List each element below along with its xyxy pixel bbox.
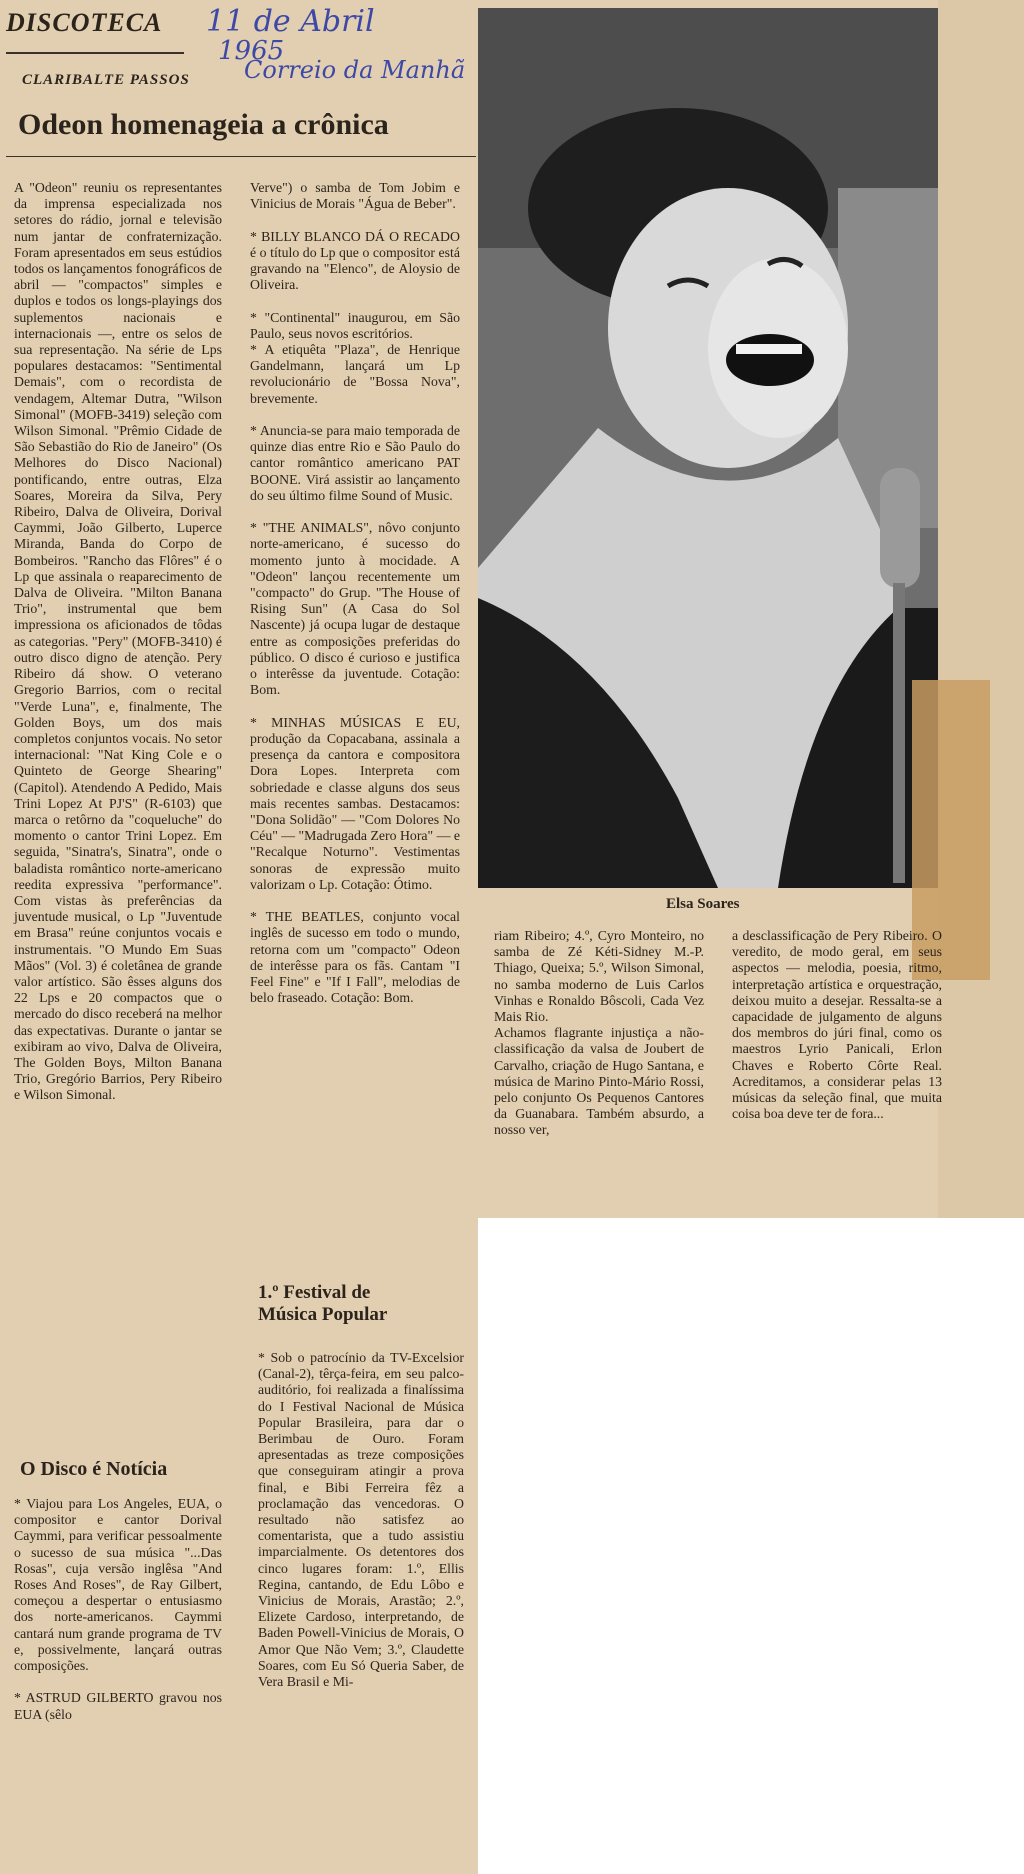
- author-byline: CLARIBALTE PASSOS: [22, 72, 190, 88]
- article-column-2-festival: * Sob o patrocínio da TV-Excelsior (Canal-2), têrça-feira, em seu palco-auditório, foi realizada a finalíssima do I Festival Nacional de Música Popular Brasileira, para dar o Berimbau de Ouro. Foram apresentadas as treze composições que conseguiram atingir a prova final, e Bibi Ferreira fêz a proclamação das vencedoras. O resultado não satisfez ao comentarista, que a tudo assistiu imparcialmente. Os detentores dos cinco lugares foram: 1.º, Ellis Regina, cantando, de Edu Lôbo e Vinicius de Morais, Arastão; 2.º, Elizete Cardoso, interpretando, de Baden Powell-Vinicius de Morais, O Amor Que Não Vem; 3.º, Claudette Soares, com Eu Só Queria Saber, de Vera Brasil e Mi-: [258, 1350, 464, 1690]
- article-column-4: a desclassificação de Pery Ribeiro. O veredito, de modo geral, em seus aspectos — melodia, poesia, ritmo, interpretação artística e orquestração, deixou muito a desejar. Ressalta-se a capacidade de julgamento de alguns dos membros do júri final, como os maestros Lyrio Panicali, Erlon Chaves e Roberto Côrte Real. Acreditamos, a considerar pelas 13 músicas da seleção final, que muita coisa boa deve ter de fora...: [732, 928, 942, 1122]
- photo-caption: Elsa Soares: [666, 896, 740, 912]
- article-column-1-notes: * Viajou para Los Angeles, EUA, o compositor e cantor Dorival Caymmi, para verificar pessoalmente o sucesso de sua música "...Das Rosas", cuja versão inglêsa "And Roses And Roses", de Ray Gilbert, começou a despertar o entusiasmo dos norte-americanos. Caymmi cantará num grande programa de TV e, possivelmente, lançará outras composições. * ASTRUD GILBERTO gravou nos EUA (sêlo: [14, 1496, 222, 1722]
- section-title: DISCOTECA: [6, 8, 163, 37]
- handwritten-date: 11 de Abril: [206, 4, 375, 39]
- subhead-festival: 1.º Festival de Música Popular: [258, 1282, 388, 1325]
- handwritten-source: Correio da Manhã: [244, 56, 466, 84]
- singer-photo: [478, 8, 938, 888]
- clipping-right-edge: [938, 0, 1024, 1218]
- article-column-2: Verve") o samba de Tom Jobim e Vinicius de Morais "Água de Beber". * BILLY BLANCO DÁ O RECADO é o título do Lp que o compositor está gravando na "Elenco", de Aloysio de Oliveira. * "Continental" inaugurou, em São Paulo, seus novos escritórios. * A etiquêta "Plaza", de Henrique Gandelmann, lançará um Lp revolucionário de "Bossa Nova", brevemente. * Anuncia-se para maio temporada de quinze dias entre Rio e São Paulo do cantor romântico americano PAT BOONE. Virá assistir ao lançamento do seu último filme Sound of Music. * "THE ANIMALS", nôvo conjunto norte-americano, é sucesso do momento junto à mocidade. A "Odeon" lançou recentemente um "compacto" do Grup. "The House of Rising Sun" (A Casa do Sol Nascente) já ocupa lugar de destaque entre as composições preferidas do público. O disco é curioso e justifica o interêsse da juventude. Cotação: Bom. * MINHAS MÚSICAS E EU, produção da Copacabana, assinala a presença da cantora e compositora Dora Lopes. Interpreta com sobriedade e classe alguns dos seus mais recentes sambas. Destacamos: "Dona Solidão" — "Com Dolores No Céu" — "Madrugada Zero Hora" — e "Recalque Noturno". Vestimentas sonoras de expressão muito valorizam o Lp. Cotação: Ótimo. * THE BEATLES, conjunto vocal inglês de sucesso em todo o mundo, retorna com um "compacto" Odeon de interêsse para os fãs. Cantam "I Feel Fine" e "If I Fall", melodias de belo fraseado. Cotação: Bom.: [250, 180, 460, 1006]
- handwritten-year: 1965: [218, 36, 285, 66]
- article-column-3: riam Ribeiro; 4.º, Cyro Monteiro, no samba de Zé Kéti-Sidney M.-P. Thiago, Queixa; 5.º, Wilson Simonal, no samba moderno de Luis Carlos Vinhas e Ronaldo Bôscoli, Cada Vez Mais Rio. Achamos flagrante injustiça a não-classificação da valsa de Joubert de Carvalho, criação de Hugo Santana, e música de Marino Pinto-Mário Rossi, pelo conjunto Os Pequenos Cantores da Guanabara. Também absurdo, a nosso ver,: [494, 928, 704, 1138]
- article-column-1: A "Odeon" reuniu os representantes da imprensa especializada nos setores do rádio, jornal e televisão num jantar de confraternização. Foram apresentados em seus estúdios todos os lançamentos fonográficos de abril — "compactos" simples e duplos e todos os longs-playings dos suplementos nacionais e internacionais —, entre os selos de sua representação. Na série de Lps populares destacamos: "Sentimental Demais", com o recordista de vendagem, Altemar Dutra, "Wilson Simonal" (MOFB-3419) seleção com Wilson Simonal. "Prêmio Cidade de São Sebastião do Rio de Janeiro" (Os Melhores do Disco Nacional) pontificando, entre outras, Elza Soares, Moreira da Silva, Pery Ribeiro, Dalva de Oliveira, Dorival Caymmi, João Gilberto, Luperce Miranda, Banda do Corpo de Bombeiros. "Rancho das Flôres" é o Lp que assinala o reaparecimento de Dalva de Oliveira. "Milton Banana Trio", instrumental que bem impressiona os aficionados de tôdas as categorias. "Pery" (MOFB-3410) é outro disco digno de atenção. Pery Ribeiro dá show. O veterano Gregorio Barrios, com o recital "Verde Luna", e, finalmente, The Golden Boys, um dos mais completos conjuntos vocais. No setor internacional: "Nat King Cole e o Quinteto de George Shearing" (Capitol). Atendendo A Pedido, Mais Trini Lopez At PJ'S" (R-6103) que marca o retôrno da "coqueluche" do momento o cantor Trini Lopez. Em seguida, "Sinatra's, Sinatra", onde o baladista romântico norte-americano reedita expressiva "performance". Com vistas às preferências da juventude musical, o Lp "Juventude em Brasa" reúne conjuntos vocais e instrumentais. "O Mundo Em Suas Mãos" (Vol. 3) é coletânea de grande valor artístico. São êsses alguns dos 22 Lps e 20 compactos que o mercado do disco receberá na melhor das expectativas. Durante o jantar se exibiram ao vivo, Dalva de Oliveira, The Golden Boys, Milton Banana Trio, Gregório Barrios, Pery Ribeiro e Wilson Simonal.: [14, 180, 222, 1103]
- masthead-rule: [6, 52, 184, 54]
- singer-photo-drawing: [478, 8, 938, 888]
- headline-rule: [6, 156, 476, 157]
- subhead-o-disco-e-noticia: O Disco é Notícia: [20, 1458, 168, 1480]
- headline: Odeon homenageia a crônica: [18, 108, 389, 141]
